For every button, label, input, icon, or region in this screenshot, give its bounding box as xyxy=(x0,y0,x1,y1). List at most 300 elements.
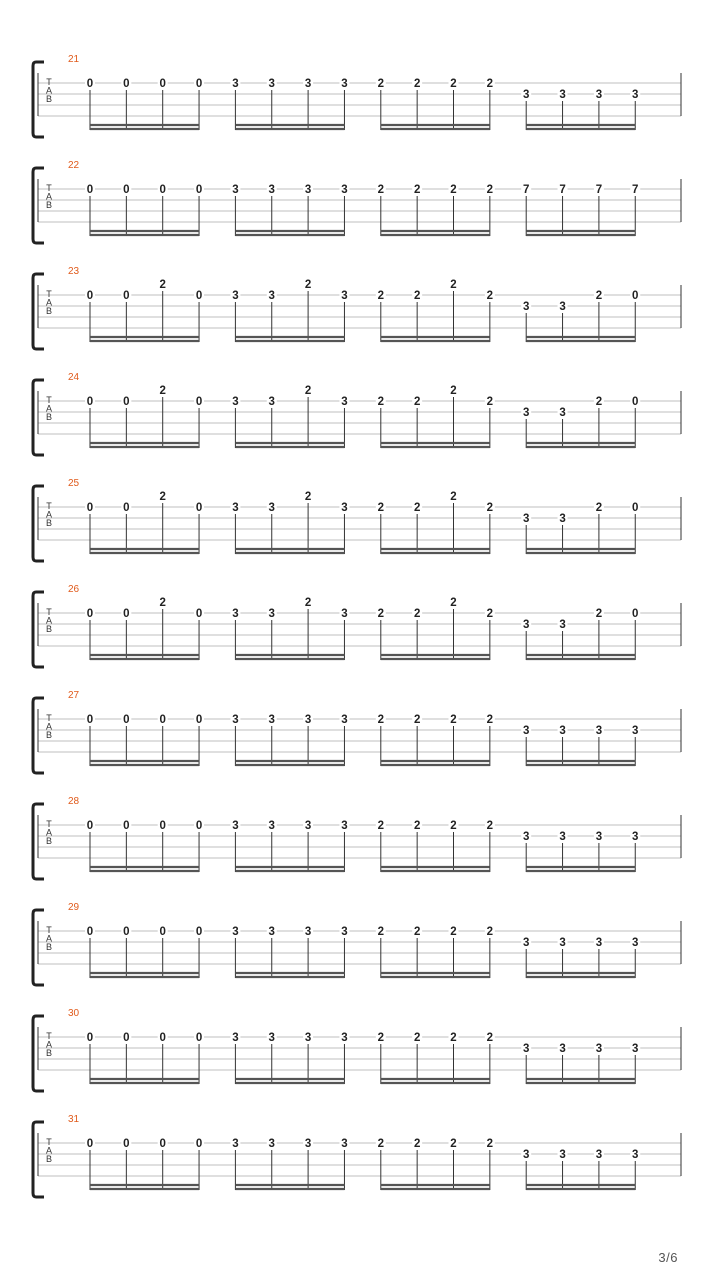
fret-number: 3 xyxy=(341,184,348,196)
staff-svg xyxy=(0,476,720,582)
tab-note xyxy=(449,819,459,832)
tab-clef-letter: B xyxy=(45,412,53,422)
tab-clef-letter: B xyxy=(45,836,53,846)
fret-number: 0 xyxy=(159,78,166,90)
fret-number: 2 xyxy=(413,78,421,90)
tab-note xyxy=(267,289,277,302)
tab-note xyxy=(121,819,131,832)
fret-number: 0 xyxy=(159,1138,166,1150)
tab-note xyxy=(376,289,386,302)
fret-number: 7 xyxy=(632,184,639,196)
tab-note xyxy=(521,183,531,196)
fret-number: 2 xyxy=(486,820,494,832)
tab-note xyxy=(267,925,277,938)
fret-number: 2 xyxy=(377,820,385,832)
tab-note xyxy=(158,183,168,196)
fret-number: 2 xyxy=(304,279,312,291)
tab-clef-letter: T xyxy=(46,1137,52,1147)
tab-note xyxy=(158,819,168,832)
tab-clef-letter: A xyxy=(45,721,53,732)
fret-number: 0 xyxy=(86,714,94,726)
fret-number: 2 xyxy=(413,1138,421,1150)
tab-note xyxy=(339,183,349,196)
fret-number: 3 xyxy=(559,89,566,101)
tab-note xyxy=(121,501,131,514)
tab-note xyxy=(85,819,95,832)
fret-number: 0 xyxy=(195,1032,203,1044)
fret-number: 3 xyxy=(341,608,348,620)
staff-svg xyxy=(0,52,720,158)
tab-note xyxy=(121,395,131,408)
tab-note xyxy=(194,1031,204,1044)
fret-number: 0 xyxy=(632,502,639,514)
fret-number: 2 xyxy=(450,926,457,938)
tab-note xyxy=(449,77,459,90)
tab-note xyxy=(630,607,640,620)
tab-note xyxy=(412,289,422,302)
fret-number: 3 xyxy=(304,714,312,726)
fret-number: 3 xyxy=(559,1149,566,1161)
staff-svg xyxy=(0,794,720,900)
tab-note xyxy=(230,607,240,620)
fret-number: 2 xyxy=(595,502,603,514)
fret-number: 3 xyxy=(559,725,566,737)
fret-number: 3 xyxy=(522,619,530,631)
tab-note xyxy=(521,300,531,313)
fret-number: 0 xyxy=(86,820,94,832)
fret-number: 3 xyxy=(304,926,312,938)
tab-note xyxy=(594,183,604,196)
tab-note xyxy=(594,289,604,302)
fret-number: 2 xyxy=(159,385,166,397)
fret-number: 2 xyxy=(450,491,457,503)
tab-clef-letter: B xyxy=(45,200,53,210)
fret-number: 3 xyxy=(232,608,239,620)
tab-note xyxy=(449,183,459,196)
fret-number: 3 xyxy=(304,1032,312,1044)
fret-number: 3 xyxy=(632,725,639,737)
fret-number: 2 xyxy=(413,290,421,302)
tab-note xyxy=(121,925,131,938)
fret-number: 0 xyxy=(123,502,130,514)
tab-note xyxy=(303,819,313,832)
tab-note xyxy=(339,1137,349,1150)
tab-note xyxy=(485,607,495,620)
tab-note xyxy=(376,925,386,938)
fret-number: 3 xyxy=(341,502,348,514)
fret-number: 2 xyxy=(413,396,421,408)
fret-number: 2 xyxy=(413,502,421,514)
fret-number: 3 xyxy=(232,714,239,726)
tab-note xyxy=(594,501,604,514)
tab-note xyxy=(376,607,386,620)
tab-note xyxy=(449,596,459,609)
tab-clef-letter: A xyxy=(45,85,53,96)
tab-note xyxy=(194,1137,204,1150)
fret-number: 3 xyxy=(522,407,530,419)
tab-note xyxy=(376,501,386,514)
tab-note xyxy=(339,501,349,514)
tab-note xyxy=(303,384,313,397)
tab-note xyxy=(267,501,277,514)
tab-system xyxy=(0,688,720,794)
fret-number: 3 xyxy=(341,820,348,832)
tab-note xyxy=(230,501,240,514)
tab-note xyxy=(485,395,495,408)
tab-note xyxy=(558,618,568,631)
tab-note xyxy=(85,501,95,514)
fret-number: 2 xyxy=(450,78,457,90)
tab-note xyxy=(594,395,604,408)
tab-note xyxy=(267,607,277,620)
tab-note xyxy=(85,1031,95,1044)
fret-number: 3 xyxy=(268,820,275,832)
tab-note xyxy=(521,1148,531,1161)
fret-number: 3 xyxy=(595,1043,603,1055)
tab-clef-letter: B xyxy=(45,1154,53,1164)
tab-note xyxy=(339,925,349,938)
fret-number: 0 xyxy=(123,1138,130,1150)
fret-number: 0 xyxy=(86,926,94,938)
tab-clef-letter: T xyxy=(46,77,52,87)
fret-number: 3 xyxy=(268,396,275,408)
tab-note xyxy=(412,395,422,408)
fret-number: 0 xyxy=(632,608,639,620)
tab-note xyxy=(412,183,422,196)
fret-number: 3 xyxy=(522,89,530,101)
tab-note xyxy=(121,607,131,620)
tab-note xyxy=(449,925,459,938)
fret-number: 0 xyxy=(123,608,130,620)
fret-number: 2 xyxy=(377,926,385,938)
fret-number: 2 xyxy=(450,184,457,196)
tab-note xyxy=(85,395,95,408)
fret-number: 3 xyxy=(304,820,312,832)
tab-clef-letter: A xyxy=(45,403,53,414)
fret-number: 3 xyxy=(304,1138,312,1150)
tab-note xyxy=(303,596,313,609)
fret-number: 2 xyxy=(486,78,494,90)
tab-note xyxy=(230,925,240,938)
tab-note xyxy=(630,724,640,737)
tab-note xyxy=(521,724,531,737)
tab-clef-letter: B xyxy=(45,306,53,316)
fret-number: 3 xyxy=(341,78,348,90)
fret-number: 7 xyxy=(559,184,566,196)
fret-number: 3 xyxy=(632,831,639,843)
tab-note xyxy=(194,713,204,726)
fret-number: 2 xyxy=(486,502,494,514)
tab-note xyxy=(521,936,531,949)
tab-clef-letter: B xyxy=(45,1048,53,1058)
tab-note xyxy=(412,713,422,726)
measure-number: 24 xyxy=(68,372,80,383)
fret-number: 3 xyxy=(559,1043,566,1055)
fret-number: 3 xyxy=(341,1032,348,1044)
tab-note xyxy=(485,1137,495,1150)
tab-note xyxy=(267,183,277,196)
fret-number: 0 xyxy=(195,608,203,620)
tab-note xyxy=(194,501,204,514)
fret-number: 3 xyxy=(341,1138,348,1150)
tab-note xyxy=(85,925,95,938)
fret-number: 0 xyxy=(123,820,130,832)
tab-note xyxy=(376,1137,386,1150)
staff-svg xyxy=(0,158,720,264)
tab-note xyxy=(85,289,95,302)
tab-clef-letter: A xyxy=(45,933,53,944)
staff-svg xyxy=(0,582,720,688)
fret-number: 0 xyxy=(86,608,94,620)
tab-note xyxy=(194,77,204,90)
tab-system xyxy=(0,900,720,1006)
fret-number: 0 xyxy=(195,396,203,408)
tab-note xyxy=(158,278,168,291)
tab-note xyxy=(558,88,568,101)
tab-note xyxy=(121,713,131,726)
fret-number: 2 xyxy=(377,714,385,726)
fret-number: 0 xyxy=(195,926,203,938)
fret-number: 2 xyxy=(486,396,494,408)
fret-number: 0 xyxy=(123,78,130,90)
measure-number: 21 xyxy=(68,54,80,65)
staff-svg xyxy=(0,264,720,370)
fret-number: 7 xyxy=(595,184,603,196)
tab-note xyxy=(194,925,204,938)
fret-number: 3 xyxy=(632,89,639,101)
tab-note xyxy=(267,395,277,408)
tab-note xyxy=(158,925,168,938)
tab-note xyxy=(121,289,131,302)
fret-number: 2 xyxy=(450,597,457,609)
fret-number: 3 xyxy=(268,608,275,620)
fret-number: 0 xyxy=(159,184,166,196)
tab-note xyxy=(630,289,640,302)
measure-number: 27 xyxy=(68,690,80,701)
tab-note xyxy=(303,183,313,196)
tab-note xyxy=(121,183,131,196)
tab-clef-letter: T xyxy=(46,925,52,935)
fret-number: 2 xyxy=(595,396,603,408)
fret-number: 0 xyxy=(159,820,166,832)
fret-number: 0 xyxy=(195,714,203,726)
tab-note xyxy=(449,1137,459,1150)
fret-number: 2 xyxy=(450,714,457,726)
fret-number: 2 xyxy=(486,184,494,196)
fret-number: 2 xyxy=(413,1032,421,1044)
tab-clef-letter: T xyxy=(46,395,52,405)
tab-clef-letter: B xyxy=(45,624,53,634)
page-number: 3/6 xyxy=(658,1250,678,1265)
tab-note xyxy=(158,384,168,397)
tab-note xyxy=(630,183,640,196)
fret-number: 3 xyxy=(304,184,312,196)
fret-number: 3 xyxy=(232,820,239,832)
tab-note xyxy=(158,713,168,726)
tab-note xyxy=(303,278,313,291)
tab-system xyxy=(0,794,720,900)
fret-number: 0 xyxy=(86,1138,94,1150)
fret-number: 3 xyxy=(268,926,275,938)
fret-number: 2 xyxy=(377,78,385,90)
tab-note xyxy=(376,1031,386,1044)
tab-note xyxy=(630,88,640,101)
fret-number: 3 xyxy=(559,937,566,949)
tab-clef-letter: A xyxy=(45,1039,53,1050)
tab-note xyxy=(85,77,95,90)
staff-svg xyxy=(0,370,720,476)
tab-note xyxy=(376,183,386,196)
tab-note xyxy=(230,395,240,408)
fret-number: 0 xyxy=(123,184,130,196)
tab-clef-letter: A xyxy=(45,191,53,202)
tab-clef-letter: T xyxy=(46,1031,52,1041)
tab-note xyxy=(449,713,459,726)
measure-number: 29 xyxy=(68,902,80,913)
fret-number: 3 xyxy=(341,926,348,938)
fret-number: 3 xyxy=(232,926,239,938)
measure-number: 31 xyxy=(68,1114,80,1125)
fret-number: 2 xyxy=(413,714,421,726)
tab-note xyxy=(521,618,531,631)
fret-number: 2 xyxy=(304,491,312,503)
fret-number: 0 xyxy=(86,290,94,302)
tab-note xyxy=(121,77,131,90)
tab-note xyxy=(594,88,604,101)
tab-note xyxy=(267,1031,277,1044)
tab-note xyxy=(339,1031,349,1044)
tab-note xyxy=(594,724,604,737)
tab-note xyxy=(485,77,495,90)
fret-number: 3 xyxy=(232,78,239,90)
tab-clef-letter: T xyxy=(46,501,52,511)
tab-clef-letter: B xyxy=(45,94,53,104)
fret-number: 3 xyxy=(522,1149,530,1161)
tab-system xyxy=(0,370,720,476)
tab-note xyxy=(376,713,386,726)
fret-number: 2 xyxy=(377,184,385,196)
fret-number: 3 xyxy=(341,290,348,302)
tab-note xyxy=(630,1042,640,1055)
fret-number: 0 xyxy=(123,714,130,726)
tab-note xyxy=(412,1031,422,1044)
fret-number: 3 xyxy=(559,301,566,313)
tab-note xyxy=(485,183,495,196)
tab-note xyxy=(303,1137,313,1150)
fret-number: 0 xyxy=(123,290,130,302)
fret-number: 3 xyxy=(522,725,530,737)
fret-number: 2 xyxy=(413,820,421,832)
fret-number: 2 xyxy=(377,396,385,408)
tab-note xyxy=(376,395,386,408)
fret-number: 0 xyxy=(195,290,203,302)
fret-number: 2 xyxy=(486,714,494,726)
fret-number: 3 xyxy=(268,290,275,302)
tab-note xyxy=(339,77,349,90)
fret-number: 3 xyxy=(559,619,566,631)
staff-svg xyxy=(0,900,720,1006)
tab-note xyxy=(594,830,604,843)
tab-note xyxy=(303,77,313,90)
tab-note xyxy=(339,713,349,726)
tab-note xyxy=(267,819,277,832)
fret-number: 3 xyxy=(522,831,530,843)
tab-note xyxy=(303,713,313,726)
measure-number: 23 xyxy=(68,266,80,277)
tab-clef-letter: T xyxy=(46,289,52,299)
fret-number: 3 xyxy=(595,1149,603,1161)
tab-note xyxy=(303,490,313,503)
tab-note xyxy=(230,289,240,302)
fret-number: 0 xyxy=(195,184,203,196)
tab-note xyxy=(339,395,349,408)
tab-system xyxy=(0,264,720,370)
fret-number: 2 xyxy=(450,1138,457,1150)
tab-note xyxy=(521,512,531,525)
fret-number: 0 xyxy=(86,78,94,90)
staff-svg xyxy=(0,1112,720,1218)
fret-number: 3 xyxy=(232,1138,239,1150)
fret-number: 2 xyxy=(377,608,385,620)
fret-number: 2 xyxy=(413,184,421,196)
fret-number: 3 xyxy=(559,831,566,843)
tab-note xyxy=(630,830,640,843)
tab-note xyxy=(558,936,568,949)
fret-number: 3 xyxy=(232,1032,239,1044)
tab-note xyxy=(267,713,277,726)
tab-note xyxy=(485,289,495,302)
tab-clef-letter: A xyxy=(45,615,53,626)
fret-number: 2 xyxy=(377,1138,385,1150)
fret-number: 0 xyxy=(159,714,166,726)
tab-note xyxy=(194,395,204,408)
fret-number: 0 xyxy=(86,502,94,514)
tab-note xyxy=(449,278,459,291)
fret-number: 3 xyxy=(632,1043,639,1055)
tab-note xyxy=(558,830,568,843)
tab-note xyxy=(485,1031,495,1044)
tab-note xyxy=(230,77,240,90)
fret-number: 2 xyxy=(413,608,421,620)
tab-note xyxy=(594,607,604,620)
fret-number: 2 xyxy=(450,279,457,291)
tab-note xyxy=(558,1148,568,1161)
staff-svg xyxy=(0,1006,720,1112)
measure-number: 22 xyxy=(68,160,80,171)
tab-note xyxy=(412,819,422,832)
tab-note xyxy=(558,512,568,525)
tab-note xyxy=(412,77,422,90)
fret-number: 3 xyxy=(595,937,603,949)
tab-note xyxy=(303,1031,313,1044)
tab-note xyxy=(558,183,568,196)
tab-note xyxy=(267,77,277,90)
fret-number: 0 xyxy=(195,502,203,514)
tab-note xyxy=(594,936,604,949)
tab-system xyxy=(0,52,720,158)
measure-number: 30 xyxy=(68,1008,80,1019)
tab-note xyxy=(485,501,495,514)
tab-note xyxy=(630,936,640,949)
fret-number: 3 xyxy=(632,937,639,949)
tab-note xyxy=(267,1137,277,1150)
fret-number: 0 xyxy=(632,396,639,408)
fret-number: 3 xyxy=(268,502,275,514)
tab-note xyxy=(412,925,422,938)
tab-clef-letter: B xyxy=(45,518,53,528)
fret-number: 2 xyxy=(304,385,312,397)
tab-note xyxy=(594,1148,604,1161)
